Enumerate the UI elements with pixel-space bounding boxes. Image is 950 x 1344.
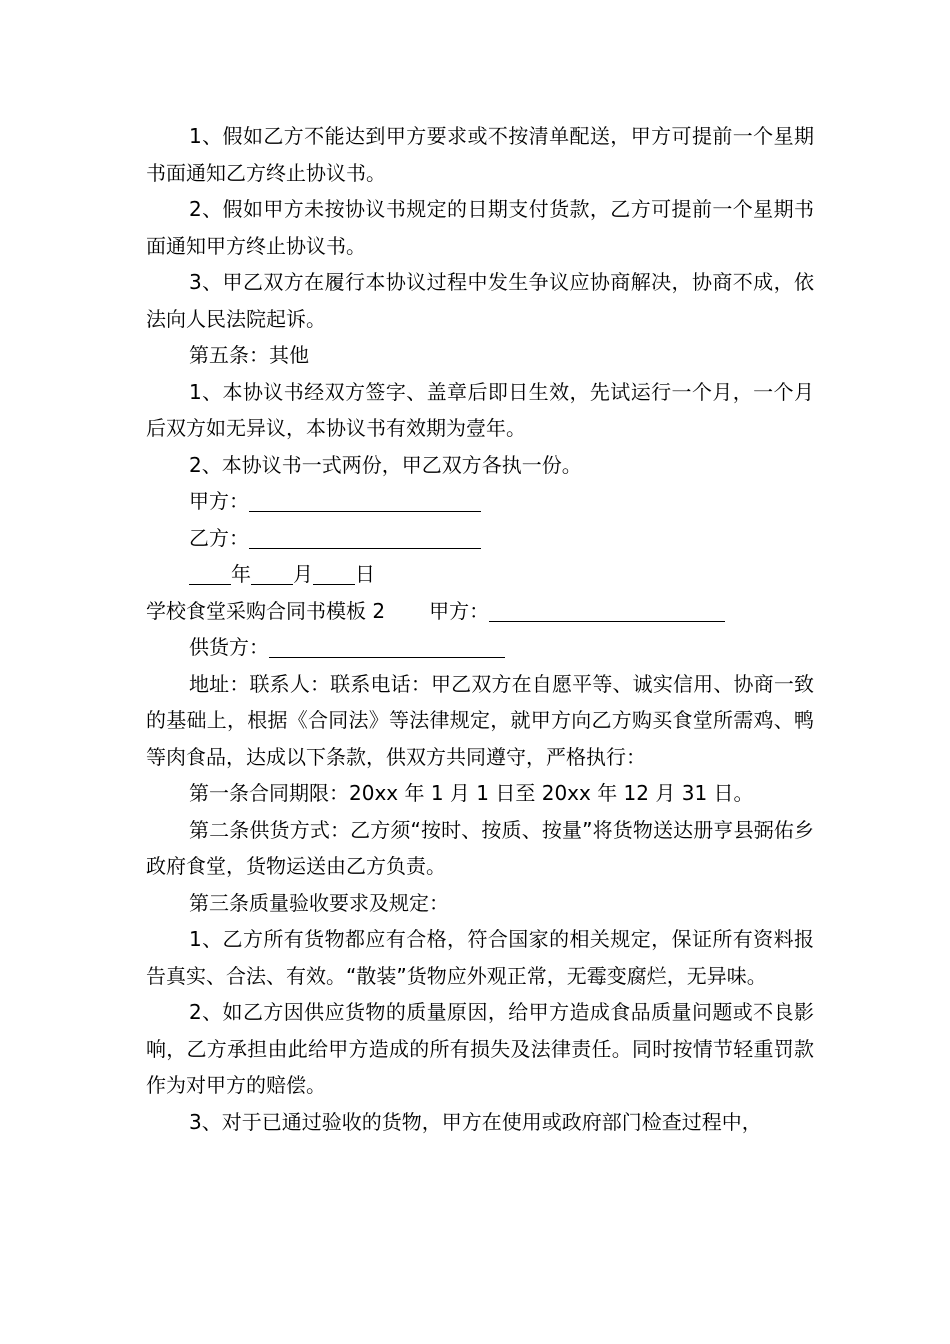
template2-title-line [146,593,814,630]
paragraph-dispute: 3、甲乙双方在履行本协议过程中发生争议应协商解决，协商不成，依法向人民法院起诉。 [146,270,814,331]
paragraph-copies: 2、本协议书一式两份，甲乙双方各执一份。 [189,452,582,477]
supplier-blank [269,633,505,658]
party-b-label: 乙方： [189,525,249,550]
signature-party-a [146,483,814,520]
quality-item-1: 1、乙方所有货物都应有合格，符合国家的相关规定，保证所有资料报告真实、合法、有效。“散装”货物应外观正常，无霉变腐烂，无异味。 [146,927,814,988]
month-label: 月 [293,562,313,586]
day-label: 日 [355,562,375,586]
signature-date [146,556,814,593]
article-five-heading: 第五条：其他 [189,343,309,367]
year-label: 年 [231,562,251,586]
quality-item-3: 3、对于已通过验收的货物，甲方在使用或政府部门检查过程中， [189,1109,762,1134]
paragraph-termination-b: 2、假如甲方未按协议书规定的日期支付货款，乙方可提前一个星期书面通知甲方终止协议书。 [146,197,814,258]
clause-term: 第一条合同期限：20xx 年 1 月 1 日至 20xx 年 12 月 31 日。 [189,781,754,805]
month-blank [251,560,293,585]
signature-party-b [146,520,814,557]
clause-supply-method: 第二条供货方式：乙方须“按时、按质、按量”将货物送达册亨县弼佑乡政府食堂，货物运送由乙方负责。 [146,817,814,878]
document-body [146,118,814,1140]
party-a-label: 甲方： [189,489,249,513]
template2-title: 学校食堂采购合同书模板 2 [146,598,386,623]
day-blank [313,560,355,585]
template2-party-a-label: 甲方： [429,598,490,623]
supplier-line [146,629,814,666]
quality-item-2: 2、如乙方因供应货物的质量原因，给甲方造成食品质量问题或不良影响，乙方承担由此给甲方造成的所有损失及法律责任。同时按情节轻重罚款作为对甲方的赔偿。 [146,1000,814,1097]
party-a-blank [249,487,481,512]
paragraph-address-preamble: 地址：联系人：联系电话：甲乙双方在自愿平等、诚实信用、协商一致的基础上，根据《合同法》等法律规定，就甲方向乙方购买食堂所需鸡、鸭等肉食品，达成以下条款，供双方共同遵守，严格执行： [146,671,814,769]
party-b-blank [249,524,481,549]
paragraph-termination-a: 1、假如乙方不能达到甲方要求或不按清单配送，甲方可提前一个星期书面通知乙方终止协议书。 [146,124,814,185]
year-blank [189,560,231,585]
supplier-label: 供货方： [189,635,269,659]
template2-party-a-blank [489,597,725,622]
paragraph-effective: 1、本协议书经双方签字、盖章后即日生效，先试运行一个月，一个月后双方如无异议，本协议书有效期为壹年。 [146,379,814,440]
clause-quality-heading: 第三条质量验收要求及规定： [189,890,449,915]
